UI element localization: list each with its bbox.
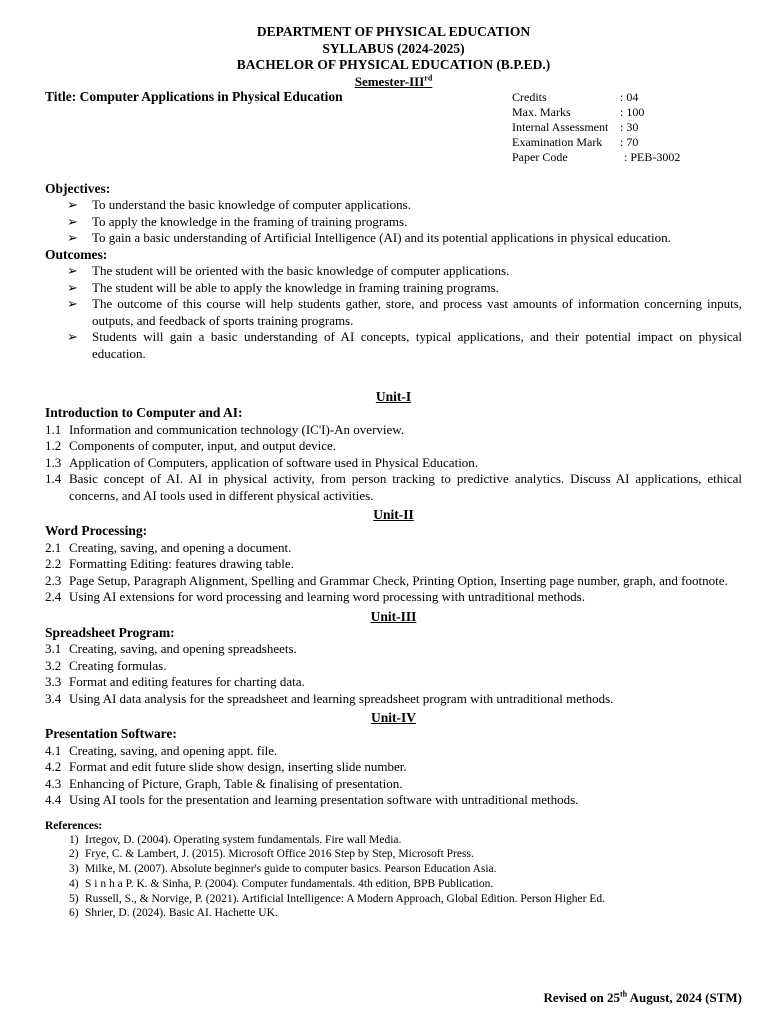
list-item: ➢ The student will be oriented with the basic knowledge of computer applications. <box>67 263 510 278</box>
reference-item: 6) Shrier, D. (2024). Basic AI. Hachette UK. <box>69 907 278 920</box>
unit-3-label: Unit-III <box>370 608 417 624</box>
meta-row-credits: Credits : 04 <box>512 90 639 104</box>
topic-item: 2.2 Formatting Editing: features drawing table. <box>45 556 294 571</box>
list-item: ➢ To apply the knowledge in the framing of training programs. <box>67 213 408 229</box>
syllabus-year: SYLLABUS (2024-2025) <box>322 40 465 56</box>
list-item: ➢ The student will be able to apply the knowledge in framing training programs. <box>67 279 499 295</box>
reference-item: 4) S i n h a P. K. & Sinha, P. (2004). Computer fundamentals. 4th edition, BPB Publication. <box>69 877 494 890</box>
reference-item: 1) Irtegov, D. (2004). Operating system fundamentals. Fire wall Media. <box>69 833 402 846</box>
programme-name: BACHELOR OF PHYSICAL EDUCATION (B.P.ED.) <box>236 57 551 72</box>
meta-row-max-marks: Max. Marks : 100 <box>512 105 645 119</box>
arrow-bullet-icon: ➢ <box>67 197 78 212</box>
topic-item: 4.3 Enhancing of Picture, Graph, Table & finalising of presentation. <box>45 775 403 791</box>
arrow-bullet-icon: ➢ <box>67 230 78 245</box>
topic-item: 1.3 Application of Computers, application of software used in Physical Education. <box>45 454 479 470</box>
references-heading: References: <box>45 819 103 832</box>
meta-row-paper-code: Paper Code : PEB-3002 <box>512 150 681 164</box>
references-list <box>45 833 742 922</box>
objectives-list <box>45 197 742 247</box>
list-item: ➢ To gain a basic understanding of Artificial Intelligence (AI) and its potential applications in physical education. <box>67 230 671 245</box>
arrow-bullet-icon: ➢ <box>67 296 78 311</box>
list-item: ➢ To understand the basic knowledge of computer applications. <box>67 197 411 212</box>
topic-item: 4.4 Using AI tools for the presentation and learning presentation software with untraditional methods. <box>45 792 579 807</box>
unit-2-topics <box>45 540 742 606</box>
unit-1-topics <box>45 422 742 505</box>
topic-item: 2.3 Page Setup, Paragraph Alignment, Spelling and Grammar Check, Printing Option, Inserting page number, graph, and footnote. <box>45 572 728 588</box>
topic-item: 3.3 Format and editing features for charting data. <box>45 674 305 689</box>
unit-4-label: Unit-IV <box>370 710 416 725</box>
arrow-bullet-icon: ➢ <box>67 213 78 229</box>
unit-2-label: Unit-II <box>373 507 414 522</box>
unit-4-heading: Presentation Software: <box>45 726 177 741</box>
unit-1-label: Unit-I <box>375 389 412 404</box>
unit-1-heading: Introduction to Computer and AI: <box>45 405 243 420</box>
arrow-bullet-icon: ➢ <box>67 263 78 278</box>
course-meta-table <box>512 90 680 165</box>
topic-item: 2.4 Using AI extensions for word processing and learning word processing with untraditional methods. <box>45 589 585 604</box>
objectives-heading: Objectives: <box>45 180 111 196</box>
topic-item: 3.4 Using AI data analysis for the spreadsheet and learning spreadsheet program with untraditional methods. <box>45 690 614 706</box>
arrow-bullet-icon: ➢ <box>67 329 78 344</box>
topic-item: 3.1 Creating, saving, and opening spreadsheets. <box>45 641 297 656</box>
topic-item: 3.2 Creating formulas. <box>45 657 167 673</box>
topic-item: 2.1 Creating, saving, and opening a document. <box>45 539 292 555</box>
outcomes-heading: Outcomes: <box>45 246 108 262</box>
topic-item: 1.1 Information and communication technology (IC'I)-An overview. <box>45 421 405 437</box>
semester-label: Semester-III <box>354 73 425 89</box>
semester-heading <box>45 74 742 89</box>
semester-suffix: rd <box>424 73 433 83</box>
meta-row-internal-assessment: Internal Assessment : 30 <box>512 120 639 134</box>
unit-3-heading: Spreadsheet Program: <box>45 624 175 640</box>
reference-item: 2) Frye, C. & Lambert, J. (2015). Microsoft Office 2016 Step by Step, Microsoft Press. <box>69 848 474 861</box>
reference-item: 5) Russell, S., & Norvige, P. (2021). Artificial Intelligence: A Modern Approach, Global Edition. Person Higher Ed. <box>69 892 605 905</box>
unit-4-topics <box>45 743 742 809</box>
outcomes-list <box>45 263 742 362</box>
course-title: Title: Computer Applications in Physical Education <box>45 88 343 104</box>
meta-row-examination-mark: Examination Mark : 70 <box>512 135 639 149</box>
unit-3-topics <box>45 641 742 707</box>
unit-2-heading: Word Processing: <box>45 523 148 538</box>
topic-item: 1.2 Components of computer, input, and output device. <box>45 438 337 453</box>
arrow-bullet-icon: ➢ <box>67 279 78 295</box>
topic-item: 4.1 Creating, saving, and opening appt. file. <box>45 742 278 758</box>
list-item: ➢ Students will gain a basic understanding of AI concepts, typical applications, and their potential impact on physical education. <box>67 329 742 361</box>
revision-note: Revised on 25th August, 2024 (STM) <box>543 989 742 1005</box>
topic-item: 1.4 Basic concept of AI. AI in physical activity, from person tracking to predictive analytics. Discuss AI applications, ethical concerns, and AI tools used in different physical activities. <box>45 471 742 503</box>
department-heading: DEPARTMENT OF PHYSICAL EDUCATION <box>256 24 531 39</box>
reference-item: 3) Milke, M. (2007). Absolute beginner's guide to computer basics. Pearson Education Asia. <box>69 863 497 876</box>
list-item: ➢ The outcome of this course will help students gather, store, and process vast amounts of information concerning inputs, outputs, and feedback of sports training programs. <box>67 296 742 328</box>
topic-item: 4.2 Format and edit future slide show design, inserting slide number. <box>45 759 407 774</box>
